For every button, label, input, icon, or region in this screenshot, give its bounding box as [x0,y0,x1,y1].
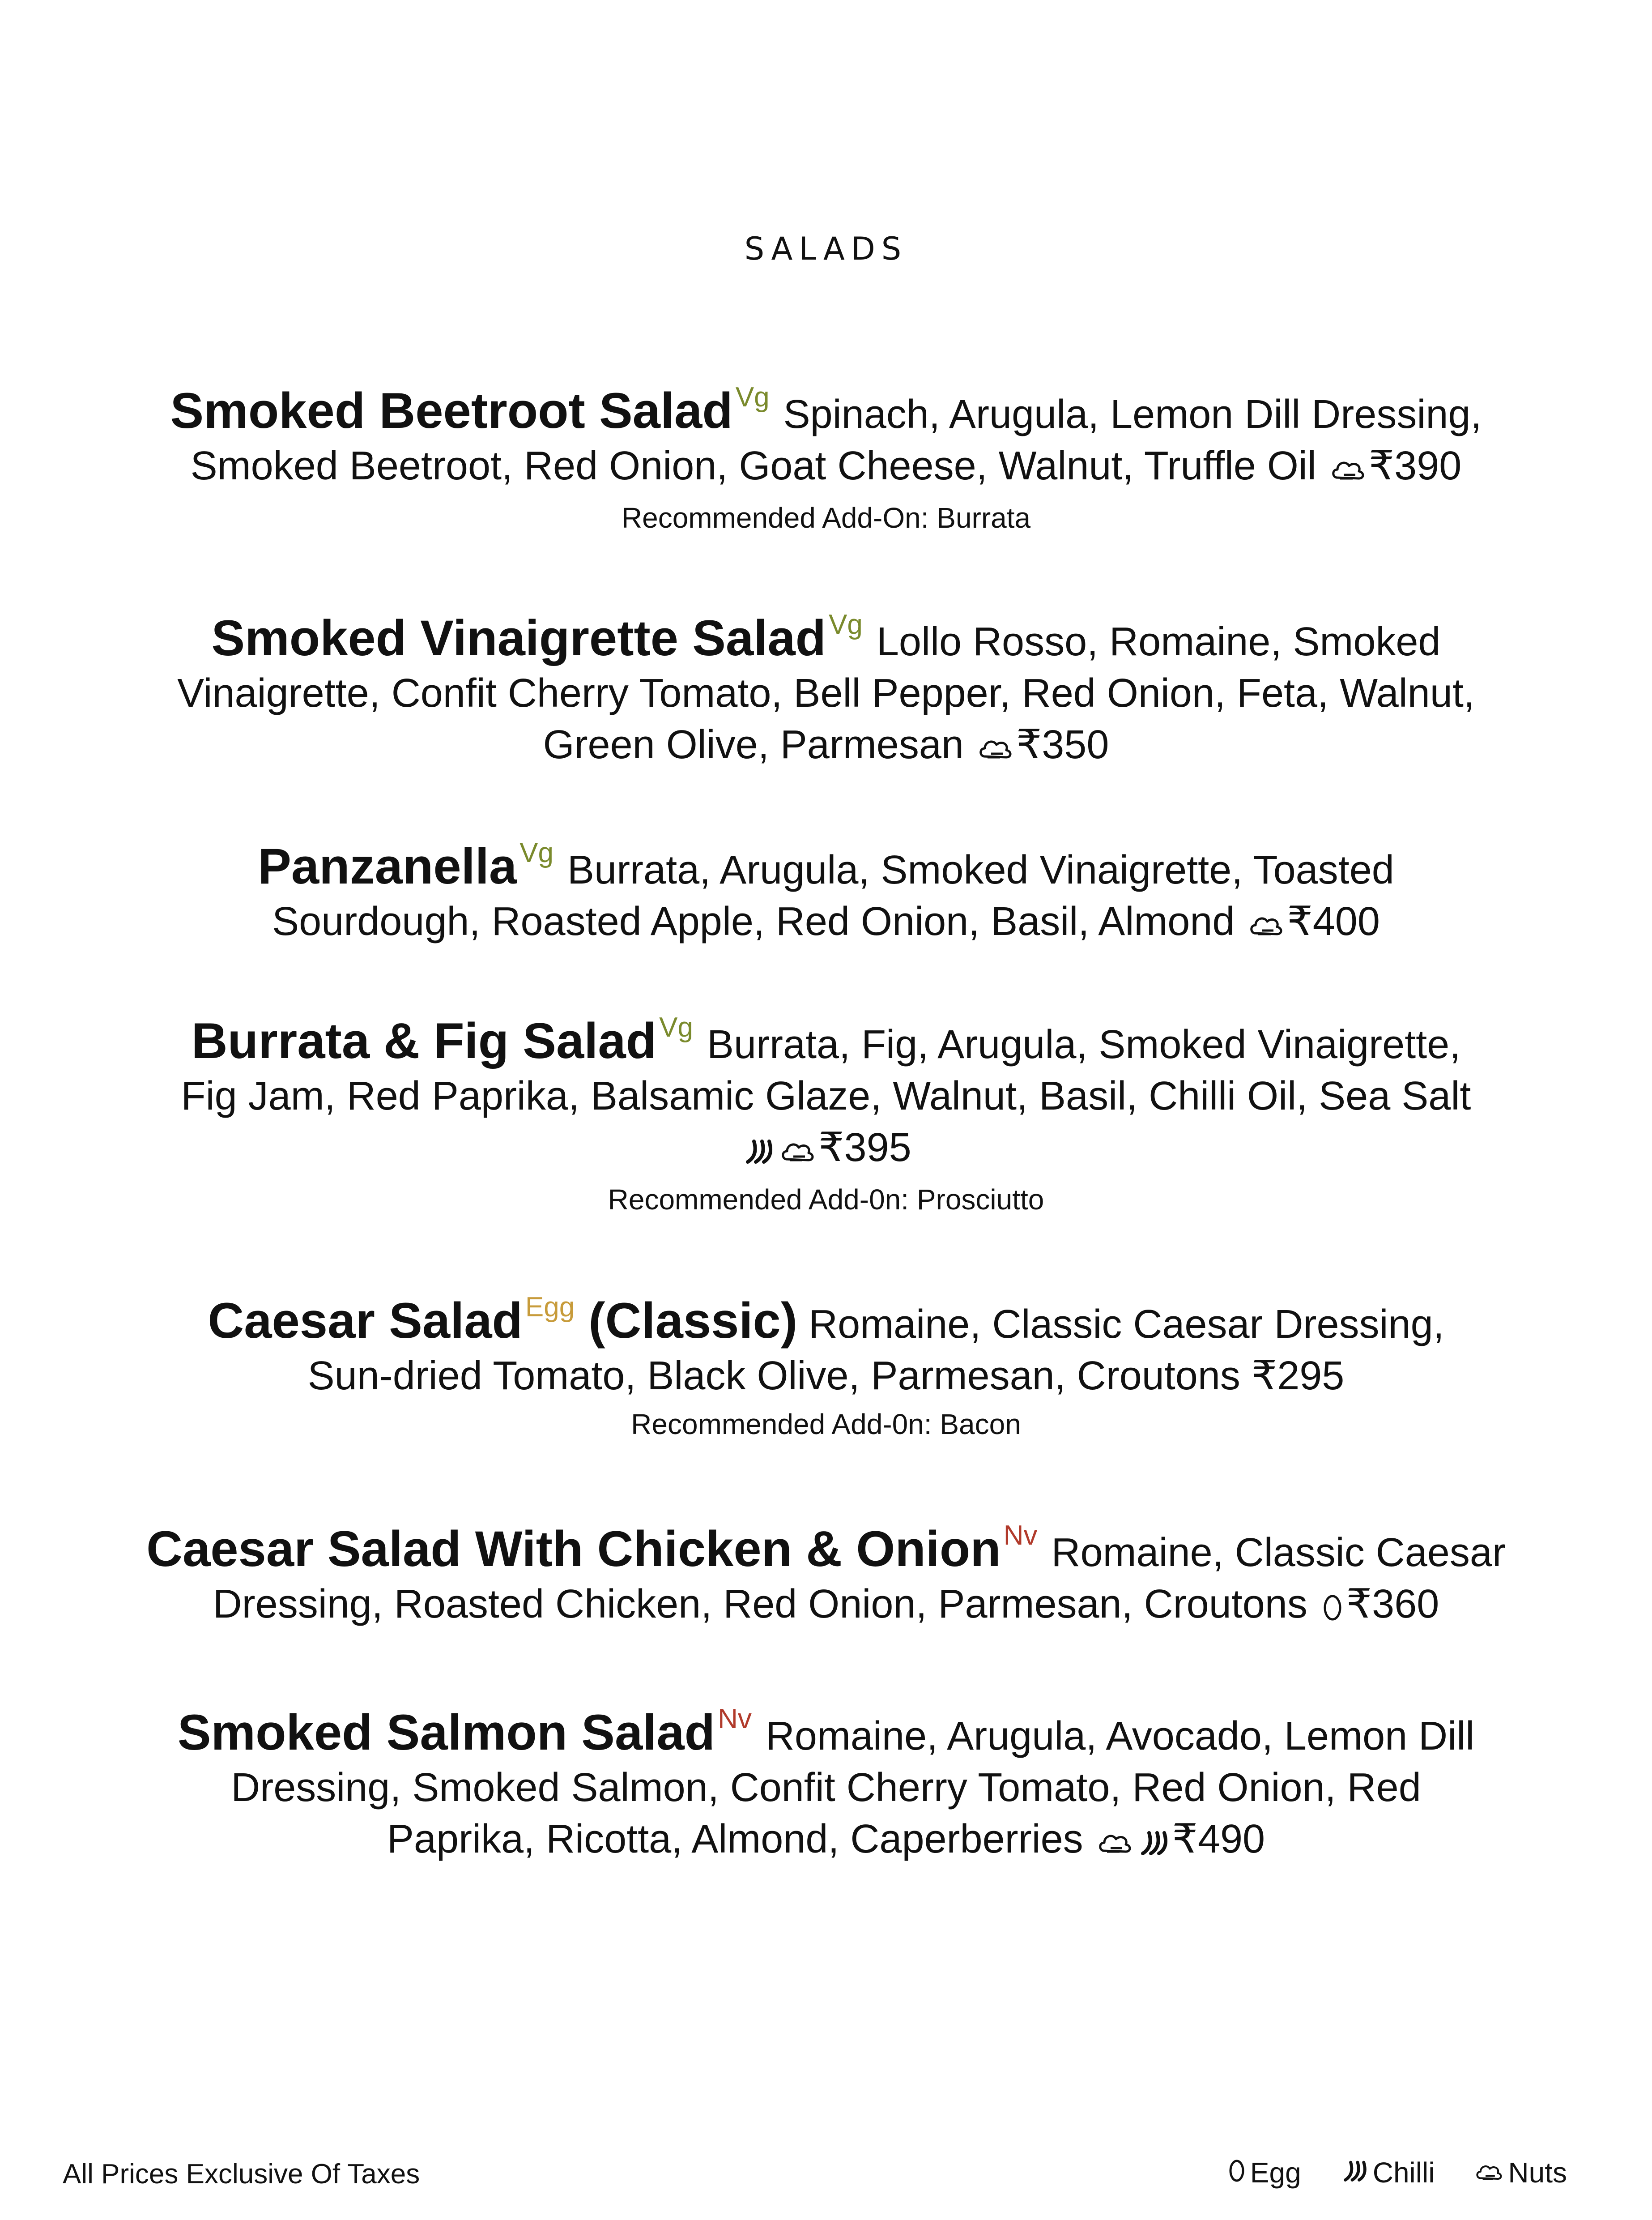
nuts-icon [1248,900,1284,951]
diet-badge: Vg [519,837,554,868]
nuts-icon [1097,1817,1133,1869]
item-price: ₹400 [1287,899,1380,944]
icon-legend [1228,2155,1567,2190]
nuts-icon [780,1126,816,1177]
diet-badge: Vg [735,382,770,413]
item-name: Panzanella [258,838,517,894]
item-description: Lollo Rosso, Romaine, Smoked Vinaigrette, Confit Cherry Tomato, Bell Pepper, Red Onion, Feta, Walnut, Green Olive, Parmesan [177,619,1475,767]
diet-badge: Nv [1003,1520,1038,1551]
egg-icon [1228,2155,1246,2190]
nuts-icon [1330,444,1366,495]
chilli-icon [1341,2155,1368,2190]
menu-item-text [125,1510,1527,1634]
legend-item-nuts [1475,2155,1567,2190]
item-name-suffix: (Classic) [588,1293,798,1349]
menu-item-text [152,371,1500,495]
item-price: ₹295 [1251,1353,1345,1398]
menu-item-text [152,1002,1500,1177]
menu-item [152,1693,1500,1869]
item-description: Romaine, Arugula, Avocado, Lemon Dill Dressing, Smoked Salmon, Confit Cherry Tomato, Red Onion, Red Paprika, Ricotta, Almond, Caperberries [231,1714,1475,1861]
item-name: Smoked Salmon Salad [177,1704,715,1760]
menu-item [146,1510,1506,1634]
recommended-addon: Recommended Add-On: Burrata [621,502,1031,534]
menu-item [152,599,1500,774]
footer-note: All Prices Exclusive Of Taxes [63,2159,420,2190]
legend-label: Egg [1250,2156,1301,2189]
egg-icon [1321,1582,1344,1634]
chilli-icon [743,1126,775,1177]
legend-label: Chilli [1372,2156,1435,2189]
menu-item [152,371,1500,536]
item-name: Burrata & Fig Salad [191,1013,657,1069]
menu-item-text [152,1693,1500,1869]
diet-badge: Nv [718,1703,752,1734]
menu-item-text [152,599,1500,774]
item-name: Smoked Vinaigrette Salad [211,610,826,666]
item-price: ₹360 [1346,1582,1439,1627]
menu-item [152,1002,1500,1217]
item-price: ₹395 [818,1125,911,1170]
item-price: ₹390 [1368,444,1462,488]
item-description: Romaine, Classic Caesar Dressing, Sun-dried Tomato, Black Olive, Parmesan, Croutons [307,1302,1444,1398]
nuts-icon [1475,2155,1503,2190]
item-description: Spinach, Arugula, Lemon Dill Dressing, Smoked Beetroot, Red Onion, Goat Cheese, Walnut, Truffle Oil [190,392,1482,488]
recommended-addon: Recommended Add-0n: Prosciutto [608,1183,1044,1216]
item-name: Caesar Salad [208,1293,523,1349]
item-description: Burrata, Fig, Arugula, Smoked Vinaigrette, Fig Jam, Red Paprika, Balsamic Glaze, Walnut, Basil, Chilli Oil, Sea Salt [181,1022,1471,1119]
legend-item-egg [1228,2155,1301,2190]
menu-item [152,1281,1500,1442]
item-description: Romaine, Classic Caesar Dressing, Roasted Chicken, Red Onion, Parmesan, Croutons [213,1530,1506,1627]
diet-badge: Egg [525,1292,575,1323]
menu-item-text [152,827,1500,951]
item-name: Smoked Beetroot Salad [170,383,733,439]
diet-badge: Vg [829,609,863,640]
section-title: SALADS [744,231,908,267]
item-price: ₹490 [1172,1817,1265,1861]
chilli-icon [1138,1817,1170,1869]
item-price: ₹350 [1016,722,1109,767]
item-name: Caesar Salad With Chicken & Onion [146,1521,1001,1577]
menu-item-text [152,1281,1500,1402]
diet-badge: Vg [659,1012,693,1043]
item-description: Burrata, Arugula, Smoked Vinaigrette, Toasted Sourdough, Roasted Apple, Red Onion, Basil, Almond [272,848,1394,944]
legend-label: Nuts [1508,2156,1567,2189]
nuts-icon [978,723,1013,774]
legend-item-chilli [1341,2155,1435,2190]
menu-item [152,827,1500,951]
recommended-addon: Recommended Add-0n: Bacon [631,1408,1021,1440]
